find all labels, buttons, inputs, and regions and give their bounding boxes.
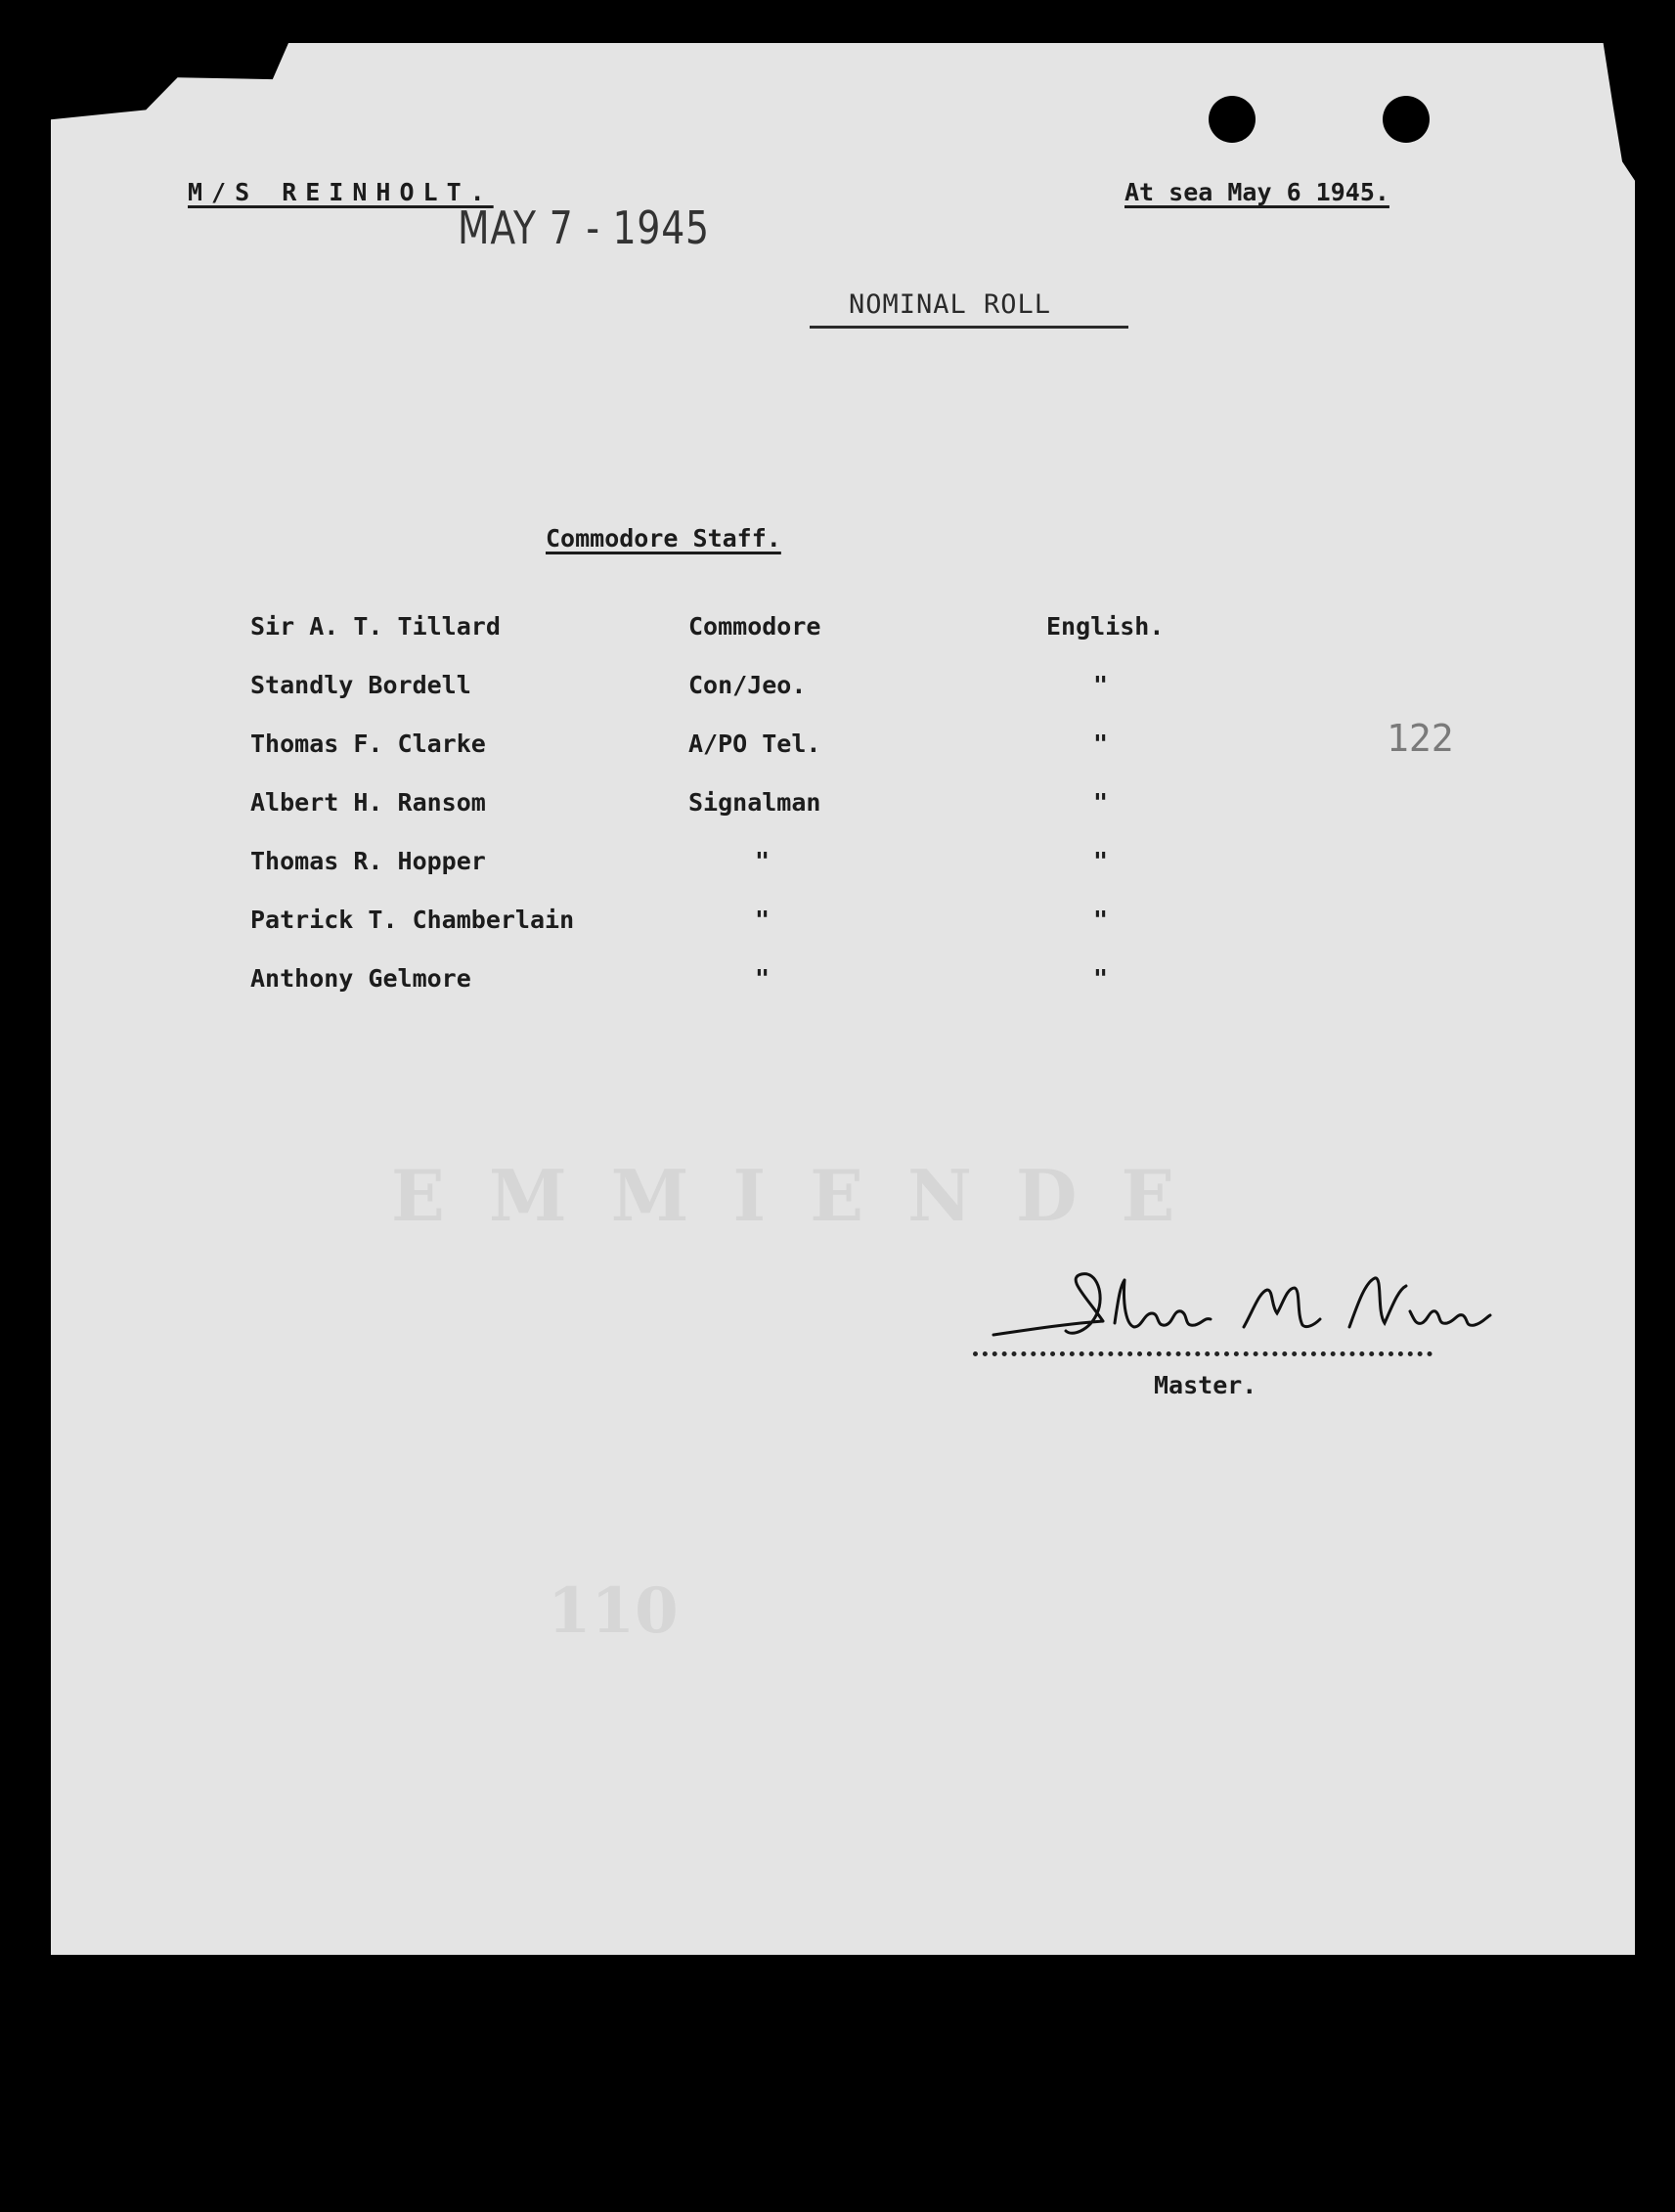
- faint-stamp-impression: 110: [548, 1574, 679, 1648]
- crew-name: Standly Bordell: [250, 671, 471, 699]
- punch-hole: [1209, 96, 1256, 143]
- crew-rank: Commodore: [688, 612, 821, 641]
- crew-rank: A/PO Tel.: [688, 730, 821, 758]
- faint-stamp-impression: E M M I E N D E: [391, 1154, 1185, 1237]
- crew-name: Patrick T. Chamberlain: [250, 906, 575, 934]
- crew-rank: Con/Jeo.: [688, 671, 807, 699]
- crew-name: Anthony Gelmore: [250, 964, 471, 993]
- page-number: 122: [1387, 717, 1454, 760]
- crew-nationality: ": [1093, 906, 1109, 934]
- section-heading: Commodore Staff.: [546, 524, 781, 553]
- list-item: [250, 730, 1228, 769]
- punch-hole: [1383, 96, 1430, 143]
- crew-nationality: ": [1093, 847, 1109, 875]
- crew-name: Sir A. T. Tillard: [250, 612, 501, 641]
- list-item: [250, 671, 1228, 710]
- crew-nationality: ": [1093, 964, 1109, 993]
- crew-name: Thomas R. Hopper: [250, 847, 486, 875]
- list-item: [250, 788, 1228, 827]
- crew-nationality: ": [1093, 730, 1109, 758]
- crew-nationality: ": [1093, 671, 1109, 699]
- crew-name: Thomas F. Clarke: [250, 730, 486, 758]
- list-item: [250, 612, 1228, 651]
- handwritten-signature: [988, 1266, 1496, 1354]
- list-item: [250, 906, 1228, 945]
- signature-title: Master.: [1154, 1371, 1257, 1399]
- crew-name: Albert H. Ransom: [250, 788, 486, 817]
- crew-rank: ": [755, 847, 771, 875]
- place-date: At sea May 6 1945.: [1124, 178, 1389, 206]
- signature-line: [973, 1351, 1433, 1356]
- list-item: [250, 964, 1228, 1003]
- vessel-name: M/S REINHOLT.: [188, 178, 494, 206]
- page-title: NOMINAL ROLL: [849, 289, 1052, 320]
- crew-rank: ": [755, 906, 771, 934]
- crew-rank: ": [755, 964, 771, 993]
- crew-nationality: English.: [1046, 612, 1165, 641]
- crew-nationality: ": [1093, 788, 1109, 817]
- received-date-stamp: MAY 7 - 1945: [458, 201, 710, 254]
- list-item: [250, 847, 1228, 886]
- title-underline: [810, 326, 1128, 329]
- crew-rank: Signalman: [688, 788, 821, 817]
